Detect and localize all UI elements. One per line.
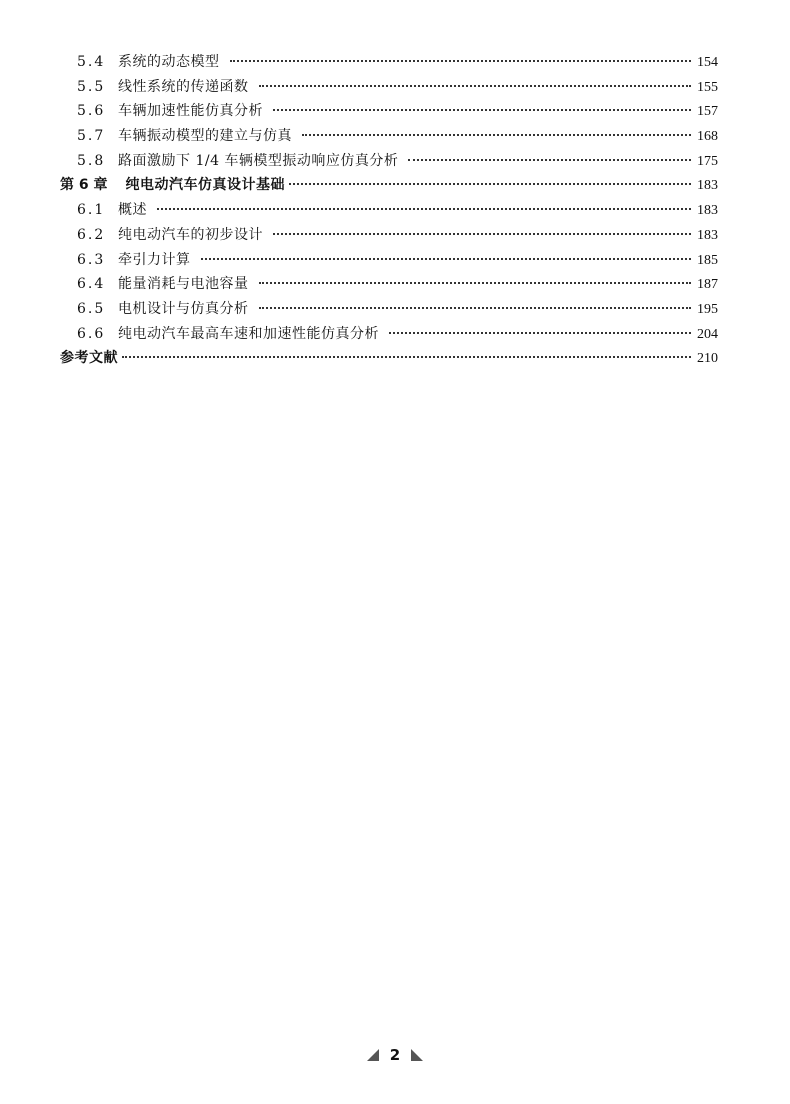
dot-leader <box>259 282 692 284</box>
toc-entry-5-6[interactable] <box>60 99 718 124</box>
toc-references-title: 参考文献 <box>60 350 118 367</box>
toc-chapter-6[interactable] <box>60 173 718 198</box>
toc-entry-page: 204 <box>697 326 718 342</box>
toc-entry-number: 5.7 <box>77 128 106 145</box>
toc-entry-page: 168 <box>697 129 718 145</box>
toc-entry-number: 5.4 <box>77 54 106 70</box>
toc-entry-page: 183 <box>697 203 718 219</box>
toc-entry-number: 6.2 <box>77 226 106 243</box>
toc-entry-number: 5.5 <box>77 78 106 95</box>
dot-leader <box>389 332 691 334</box>
toc-entry-page: 195 <box>697 301 718 317</box>
toc-entry-page: 183 <box>697 178 718 194</box>
toc-entry-number: 6.4 <box>77 276 106 293</box>
toc-entry-number: 6.1 <box>77 202 106 219</box>
table-of-contents <box>60 50 718 371</box>
toc-entry-title: 路面激励下 1/4 车辆模型振动响应仿真分析 <box>118 152 399 169</box>
toc-entry-number: 6.3 <box>77 251 106 268</box>
triangle-right-icon <box>411 1049 423 1061</box>
toc-references[interactable] <box>60 346 718 371</box>
toc-entry-page: 185 <box>697 252 718 268</box>
toc-chapter-title: 纯电动汽车仿真设计基础 <box>125 177 285 194</box>
dot-leader <box>289 183 691 185</box>
dot-leader <box>122 356 691 358</box>
toc-entry-number: 5.8 <box>77 152 106 169</box>
toc-entry-5-4[interactable] <box>60 50 718 75</box>
toc-entry-page: 155 <box>697 79 718 95</box>
dot-leader <box>157 208 691 210</box>
toc-entry-page: 210 <box>697 351 718 367</box>
toc-entry-page: 157 <box>697 104 718 120</box>
page-number: 2 <box>389 1046 401 1064</box>
dot-leader <box>201 258 692 260</box>
toc-entry-title: 车辆振动模型的建立与仿真 <box>118 128 292 145</box>
page-footer <box>0 1046 790 1064</box>
toc-entry-page: 187 <box>697 277 718 293</box>
toc-entry-6-6[interactable] <box>60 322 718 347</box>
toc-entry-title: 车辆加速性能仿真分析 <box>118 103 263 120</box>
toc-entry-title: 能量消耗与电池容量 <box>118 276 249 293</box>
dot-leader <box>273 233 691 235</box>
toc-entry-page: 175 <box>697 153 718 169</box>
dot-leader <box>302 134 691 136</box>
toc-chapter-number: 第 6 章 <box>60 177 108 194</box>
toc-entry-page: 154 <box>697 55 718 70</box>
dot-leader <box>230 60 692 62</box>
toc-entry-6-5[interactable] <box>60 297 718 322</box>
toc-entry-5-5[interactable] <box>60 75 718 100</box>
toc-entry-title: 概述 <box>118 202 147 219</box>
toc-entry-6-3[interactable] <box>60 248 718 273</box>
toc-entry-number: 6.6 <box>77 325 106 342</box>
toc-entry-title: 牵引力计算 <box>118 251 191 268</box>
toc-entry-5-8[interactable] <box>60 149 718 174</box>
toc-entry-title: 纯电动汽车最高车速和加速性能仿真分析 <box>118 325 379 342</box>
toc-entry-title: 系统的动态模型 <box>118 54 220 70</box>
dot-leader <box>259 307 692 309</box>
toc-entry-6-2[interactable] <box>60 223 718 248</box>
toc-entry-number: 5.6 <box>77 103 106 120</box>
toc-entry-5-7[interactable] <box>60 124 718 149</box>
triangle-left-icon <box>367 1049 379 1061</box>
dot-leader <box>408 159 691 161</box>
toc-entry-page: 183 <box>697 227 718 243</box>
dot-leader <box>259 85 692 87</box>
toc-entry-title: 线性系统的传递函数 <box>118 78 249 95</box>
toc-entry-number: 6.5 <box>77 300 106 317</box>
toc-entry-6-4[interactable] <box>60 272 718 297</box>
toc-entry-6-1[interactable] <box>60 198 718 223</box>
dot-leader <box>273 109 691 111</box>
toc-entry-title: 电机设计与仿真分析 <box>118 300 249 317</box>
toc-entry-title: 纯电动汽车的初步设计 <box>118 226 263 243</box>
